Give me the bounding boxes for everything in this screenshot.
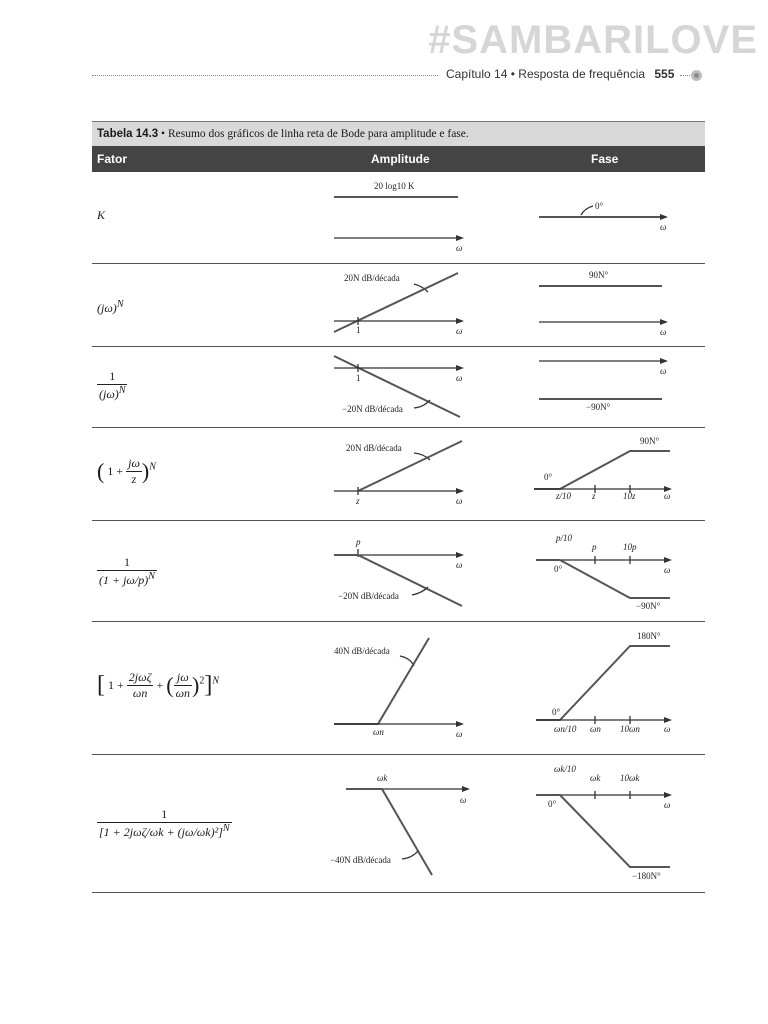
label-pointer xyxy=(400,656,414,666)
phase-label-bottom: −90N° xyxy=(636,601,661,611)
amp-label: −40N dB/década xyxy=(330,855,391,865)
phase-omega: ω xyxy=(664,800,671,810)
phase-label: −90N° xyxy=(586,402,611,412)
fraction-numerator: jω xyxy=(174,670,192,686)
amp-omega: ω xyxy=(456,729,463,739)
amp-omega: ω xyxy=(456,496,463,506)
phase-label-bottom: −180N° xyxy=(632,871,661,881)
phase-tick-label: ωk xyxy=(590,773,601,783)
header-rule xyxy=(92,75,438,76)
phase-tick-label: 10p xyxy=(623,542,637,552)
fraction-numerator: 1 xyxy=(97,369,127,385)
phase-label-zero: 0° xyxy=(554,564,563,574)
phase-omega: ω xyxy=(660,366,667,376)
phase-omega: ω xyxy=(664,491,671,501)
fraction-denominator: ωn xyxy=(132,686,148,700)
column-header-fase: Fase xyxy=(591,152,619,166)
table-caption xyxy=(92,121,705,146)
table-label: Tabela 14.3 xyxy=(97,128,159,140)
axis-arrow-icon xyxy=(462,786,470,792)
amp-tick-label: 1 xyxy=(356,373,361,383)
factor-zero: ( 1 + $\frac{j\omega}{z}$ )$^N$ xyxy=(97,456,156,486)
table-row xyxy=(92,264,705,347)
column-header-amplitude: Amplitude xyxy=(371,152,430,166)
fraction-denominator: $(1 + j\omega/p)^N$ xyxy=(99,571,155,587)
amp-omega: ω xyxy=(456,560,463,570)
phase-tick-label: z/10 xyxy=(556,491,572,501)
phase-curve xyxy=(534,451,670,489)
axis-arrow-icon xyxy=(456,235,464,241)
column-header-fator: Fator xyxy=(97,152,127,166)
bode-plots xyxy=(92,755,705,892)
amp-label: −20N dB/década xyxy=(342,404,403,414)
phase-tick-label: z xyxy=(592,491,596,501)
phase-label: 0° xyxy=(595,201,604,211)
amp-omega: ω xyxy=(456,243,463,253)
fraction-denominator: $[1 + 2j\omega\zeta/\omega k + (j\omega/\omega k)^2]^N$ xyxy=(99,823,230,839)
table-header-row xyxy=(92,146,705,172)
page-number: 555 xyxy=(654,67,675,81)
amp-tick-label: p xyxy=(356,537,361,547)
axis-arrow-icon xyxy=(456,488,464,494)
bode-plots xyxy=(92,264,705,346)
page-dot-icon xyxy=(691,70,702,81)
bode-plots xyxy=(92,347,705,427)
factor-base: (jω) xyxy=(97,301,117,315)
phase-tick-label: ωn/10 xyxy=(554,724,577,734)
axis-arrow-icon xyxy=(664,717,672,723)
amp-tick-label: ωn xyxy=(373,727,384,737)
table-row xyxy=(92,172,705,264)
header-bullet: • xyxy=(510,67,515,81)
label-pointer xyxy=(581,206,593,215)
phase-tick-label: p xyxy=(592,542,597,552)
amp-label: 20 log10 K xyxy=(374,181,415,191)
phase-tick-label: 10z xyxy=(623,491,636,501)
amp-label: −20N dB/década xyxy=(338,591,399,601)
amp-tick-label: 1 xyxy=(356,325,361,335)
factor-exponent: N xyxy=(116,299,124,310)
axis-arrow-icon xyxy=(456,721,464,727)
phase-omega: ω xyxy=(660,327,667,337)
fraction-numerator: 1 xyxy=(97,555,157,571)
phase-omega: ω xyxy=(664,565,671,575)
amp-omega: ω xyxy=(456,373,463,383)
running-header xyxy=(446,67,674,81)
axis-arrow-icon xyxy=(660,319,668,325)
fraction-numerator: jω xyxy=(128,456,140,470)
axis-arrow-icon xyxy=(660,358,668,364)
fraction-numerator: 1 xyxy=(97,807,232,823)
amp-tick-label: z xyxy=(356,496,360,506)
axis-arrow-icon xyxy=(664,557,672,563)
fraction-denominator: $(j\omega)^N$ xyxy=(99,385,126,401)
phase-tick-label: p/10 xyxy=(556,533,573,543)
phase-omega: ω xyxy=(664,724,671,734)
axis-arrow-icon xyxy=(664,792,672,798)
amp-omega: ω xyxy=(460,795,467,805)
caption-bullet: • xyxy=(161,128,166,140)
bode-plots xyxy=(92,521,705,621)
axis-arrow-icon xyxy=(456,318,464,324)
table-row xyxy=(92,428,705,521)
phase-label-top: 90N° xyxy=(640,436,660,446)
axis-arrow-icon xyxy=(456,365,464,371)
table-row xyxy=(92,521,705,622)
bode-plots xyxy=(92,172,705,263)
phase-tick-label: ωk/10 xyxy=(554,764,576,774)
amp-label: 20N dB/década xyxy=(344,273,400,283)
phase-label-top: 180N° xyxy=(637,631,661,641)
axis-arrow-icon xyxy=(660,214,668,220)
table-row xyxy=(92,347,705,428)
fraction-denominator: ωn xyxy=(175,686,191,700)
amp-label: 40N dB/década xyxy=(334,646,390,656)
amp-label: 20N dB/década xyxy=(346,443,402,453)
bode-plots xyxy=(92,622,705,754)
table-row xyxy=(92,755,705,893)
caption-text: Resumo dos gráficos de linha reta de Bode para amplitude e fase. xyxy=(167,128,469,140)
section-label: Resposta de frequência xyxy=(518,67,646,81)
watermark: #SAMBARILOVE xyxy=(428,18,758,62)
chapter-label: Capítulo 14 xyxy=(446,67,508,81)
axis-arrow-icon xyxy=(456,552,464,558)
amp-omega: ω xyxy=(456,326,463,336)
phase-tick-label: 10ωk xyxy=(620,773,640,783)
phase-label-zero: 0° xyxy=(552,707,561,717)
phase-omega: ω xyxy=(660,222,667,232)
phase-label: 90N° xyxy=(589,270,609,280)
phase-tick-label: 10ωn xyxy=(620,724,640,734)
table-row xyxy=(92,622,705,755)
phase-label-zero: 0° xyxy=(548,799,557,809)
amp-tick-label: ωk xyxy=(377,773,388,783)
factor-k: K xyxy=(97,208,106,222)
label-pointer xyxy=(402,851,418,859)
fraction-numerator: 2jωζ xyxy=(128,670,152,684)
factor-quadratic-zero: [ 1 + $\frac{\text{2jωζ}}{\omega n}$ + ( $\frac{j\omega}{\omega n}$ )$^2$]$^N$ xyxy=(97,670,220,700)
phase-tick-label: ωn xyxy=(590,724,601,734)
phase-label-zero: 0° xyxy=(544,472,553,482)
fraction-denominator: z xyxy=(131,472,137,486)
bode-plots xyxy=(92,428,705,520)
